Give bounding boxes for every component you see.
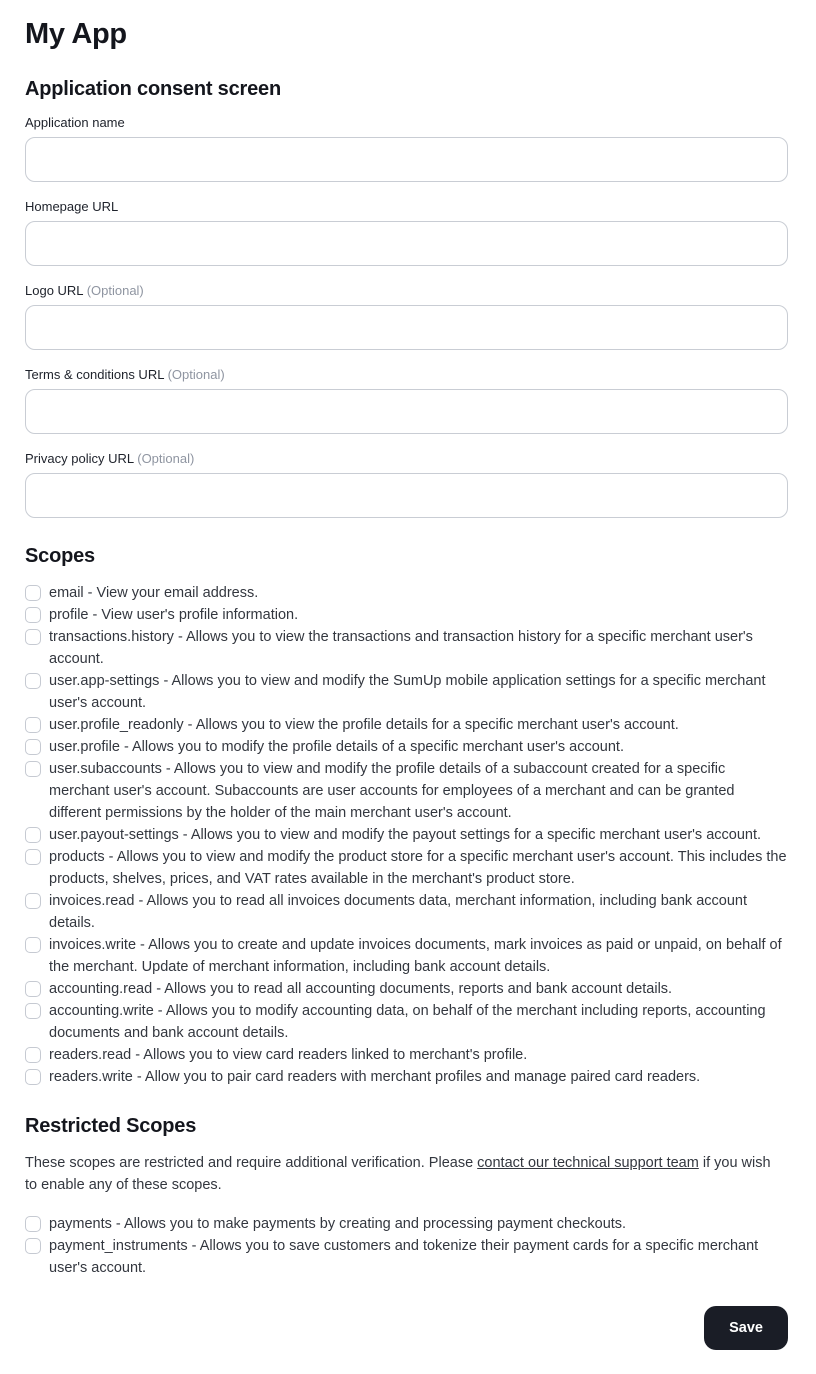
- application-name-label: [25, 115, 788, 132]
- scope-row-invoices-read[interactable]: [25, 890, 788, 934]
- checkbox-profile[interactable]: [25, 607, 41, 623]
- checkbox-readers-read[interactable]: [25, 1047, 41, 1063]
- scope-label-invoices-write: invoices.write - Allows you to create and update invoices documents, mark invoices as paid or unpaid, on behalf of the merchant. Update of merchant information, including bank account details.: [49, 936, 782, 975]
- checkbox-invoices-write[interactable]: [25, 937, 41, 953]
- save-button[interactable]: Save: [704, 1306, 788, 1350]
- checkbox-transactions-history[interactable]: [25, 629, 41, 645]
- checkbox-user-payout-settings[interactable]: [25, 827, 41, 843]
- restricted-scopes-heading: Restricted Scopes: [25, 1114, 197, 1137]
- contact-support-link[interactable]: contact our technical support team: [477, 1154, 699, 1171]
- homepage-url-label-text: Homepage URL: [25, 199, 119, 215]
- scope-label-user-subaccounts: user.subaccounts - Allows you to view and modify the profile details of a subaccount created for a specific merchant user's account. Subaccounts are user accounts for employees of a merchant and can be granted different permissions by the holder of the main merchant user's account.: [49, 760, 735, 821]
- checkbox-accounting-read[interactable]: [25, 981, 41, 997]
- checkbox-payments[interactable]: [25, 1216, 41, 1232]
- scope-label-readers-read: readers.read - Allows you to view card readers linked to merchant's profile.: [49, 1046, 528, 1063]
- checkbox-user-profile[interactable]: [25, 739, 41, 755]
- actions-row: [25, 1306, 788, 1350]
- checkbox-payment-instruments[interactable]: [25, 1238, 41, 1254]
- privacy-url-label: [25, 451, 788, 468]
- checkbox-accounting-write[interactable]: [25, 1003, 41, 1019]
- scope-row-readers-read[interactable]: [25, 1044, 788, 1066]
- scope-label-user-profile-readonly: user.profile_readonly - Allows you to view the profile details for a specific merchant user's account.: [49, 716, 679, 733]
- privacy-url-label-text: Privacy policy URL: [25, 450, 134, 466]
- field-privacy-url: [25, 451, 788, 518]
- consent-screen-heading: Application consent screen: [25, 78, 281, 101]
- scope-row-profile[interactable]: [25, 604, 788, 626]
- scope-row-accounting-read[interactable]: [25, 978, 788, 1000]
- scope-row-email[interactable]: [25, 582, 788, 604]
- scope-label-user-app-settings: user.app-settings - Allows you to view and modify the SumUp mobile application settings for a specific merchant user's account.: [49, 672, 766, 711]
- privacy-url-optional-tag: (Optional): [137, 450, 195, 466]
- logo-url-label-text: Logo URL: [25, 283, 84, 299]
- scope-label-email: email - View your email address.: [49, 584, 259, 601]
- scope-label-products: products - Allows you to view and modify the product store for a specific merchant user's account. This includes the products, shelves, prices, and VAT rates available in the merchant's product store.: [49, 848, 787, 887]
- terms-url-label-text: Terms & conditions URL: [25, 367, 164, 383]
- application-name-input[interactable]: [25, 137, 788, 182]
- checkbox-invoices-read[interactable]: [25, 893, 41, 909]
- restricted-note-after: if you wish to enable any of these scopes.: [25, 1154, 771, 1194]
- scope-row-invoices-write[interactable]: [25, 934, 788, 978]
- terms-url-input[interactable]: [25, 389, 788, 434]
- scope-row-user-profile-readonly[interactable]: [25, 714, 788, 736]
- scope-label-user-payout-settings: user.payout-settings - Allows you to view and modify the payout settings for a specific merchant user's account.: [49, 826, 762, 843]
- scope-row-accounting-write[interactable]: [25, 1000, 788, 1044]
- scope-label-readers-write: readers.write - Allow you to pair card readers with merchant profiles and manage paired card readers.: [49, 1068, 701, 1085]
- field-application-name: [25, 115, 788, 182]
- checkbox-user-subaccounts[interactable]: [25, 761, 41, 777]
- scope-label-user-profile: user.profile - Allows you to modify the profile details of a specific merchant user's account.: [49, 738, 624, 755]
- checkbox-email[interactable]: [25, 585, 41, 601]
- scope-label-transactions-history: transactions.history - Allows you to view the transactions and transaction history for a specific merchant user's account.: [49, 628, 753, 667]
- scope-label-invoices-read: invoices.read - Allows you to read all invoices documents data, merchant information, including bank account details.: [49, 892, 747, 931]
- scope-row-readers-write[interactable]: [25, 1066, 788, 1088]
- scope-row-payments[interactable]: [25, 1213, 788, 1235]
- restricted-scopes-note: [25, 1152, 780, 1197]
- terms-url-label: [25, 367, 788, 384]
- checkbox-user-app-settings[interactable]: [25, 673, 41, 689]
- scope-row-payment-instruments[interactable]: [25, 1235, 788, 1279]
- terms-url-optional-tag: (Optional): [167, 367, 225, 383]
- scopes-heading: Scopes: [25, 544, 95, 567]
- logo-url-optional-tag: (Optional): [86, 283, 144, 299]
- scope-row-user-payout-settings[interactable]: [25, 824, 788, 846]
- scope-row-user-app-settings[interactable]: [25, 670, 788, 714]
- field-terms-url: [25, 367, 788, 434]
- scope-label-accounting-read: accounting.read - Allows you to read all accounting documents, reports and bank account details.: [49, 980, 673, 997]
- scope-row-transactions-history[interactable]: [25, 626, 788, 670]
- homepage-url-label: [25, 199, 788, 216]
- scope-row-user-profile[interactable]: [25, 736, 788, 758]
- logo-url-label: [25, 283, 788, 300]
- checkbox-user-profile-readonly[interactable]: [25, 717, 41, 733]
- privacy-url-input[interactable]: [25, 473, 788, 518]
- restricted-note-before: These scopes are restricted and require additional verification. Please: [25, 1154, 478, 1171]
- checkbox-readers-write[interactable]: [25, 1069, 41, 1085]
- checkbox-products[interactable]: [25, 849, 41, 865]
- scope-row-user-subaccounts[interactable]: [25, 758, 788, 824]
- homepage-url-input[interactable]: [25, 221, 788, 266]
- scope-label-payment-instruments: payment_instruments - Allows you to save customers and tokenize their payment cards for a specific merchant user's account.: [49, 1237, 759, 1276]
- field-logo-url: [25, 283, 788, 350]
- application-name-label-text: Application name: [25, 115, 125, 131]
- restricted-scopes-list: [25, 1213, 788, 1279]
- scope-row-products[interactable]: [25, 846, 788, 890]
- logo-url-input[interactable]: [25, 305, 788, 350]
- field-homepage-url: [25, 199, 788, 266]
- scope-label-accounting-write: accounting.write - Allows you to modify accounting data, on behalf of the merchant including reports, accounting documents and bank account details.: [49, 1002, 766, 1041]
- scopes-list: [25, 582, 788, 1088]
- page-title: My App: [25, 18, 127, 50]
- scope-label-profile: profile - View user's profile information.: [49, 606, 299, 623]
- scope-label-payments: payments - Allows you to make payments by creating and processing payment checkouts.: [49, 1215, 627, 1232]
